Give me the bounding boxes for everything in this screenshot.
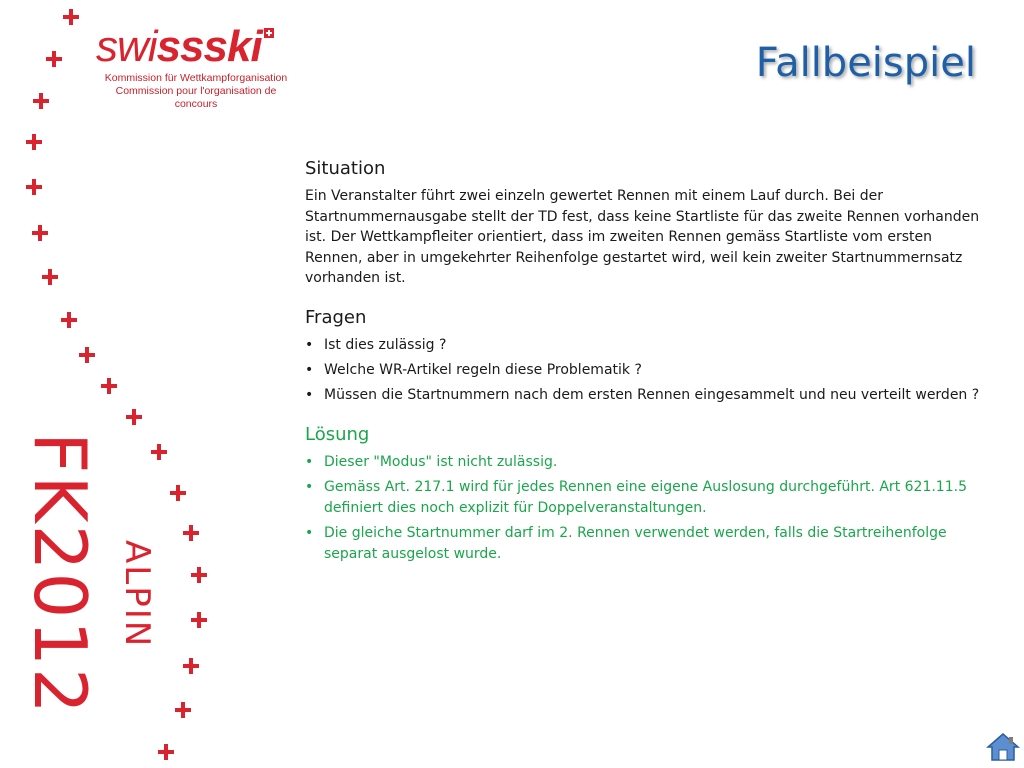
event-label: FK2012 xyxy=(18,432,102,716)
cross-icon xyxy=(191,567,207,583)
slide-content xyxy=(305,158,985,583)
questions-list xyxy=(305,335,985,406)
solution-list xyxy=(305,452,985,565)
situation-heading: Situation xyxy=(305,158,386,179)
list-item: • Gemäss Art. 217.1 wird für jedes Rennen eine eigene Auslosung durchgeführt. Art 621.11.5 definiert dies noch explizit für Doppelveranstaltungen. xyxy=(305,477,985,519)
list-item: • Müssen die Startnummern nach dem ersten Rennen eingesammelt und neu verteilt werden ? xyxy=(305,385,985,406)
cross-icon xyxy=(183,525,199,541)
cross-icon xyxy=(46,51,62,67)
logo-wordmark xyxy=(96,22,306,72)
cross-icon xyxy=(101,378,117,394)
cross-icon xyxy=(126,409,142,425)
situation-text: Ein Veranstalter führt zwei einzeln gewertet Rennen mit einem Lauf durch. Bei der Startnummernausgabe stellt der TD fest, dass keine Startliste für das zweite Rennen vorhanden ist. Der Wettkampfleiter orientiert, dass im zweiten Rennen gemäss Startliste vom ersten Rennen, aber in umgekehrter Reihenfolge gestartet wird, weil kein zweiter Startnummernsatz vorhanden ist. xyxy=(305,188,980,286)
cross-icon xyxy=(32,225,48,241)
cross-icon xyxy=(26,134,42,150)
cross-icon xyxy=(33,93,49,109)
cross-icon xyxy=(61,312,77,328)
list-item: • Dieser "Modus" ist nicht zulässig. xyxy=(305,452,985,473)
logo-word-thin: swi xyxy=(96,22,157,71)
cross-icon xyxy=(63,9,79,25)
logo-subtitle-fr: Commission pour l'organisation de concours xyxy=(115,85,277,110)
cross-icon xyxy=(158,744,174,760)
cross-icon xyxy=(42,269,58,285)
home-button[interactable] xyxy=(986,732,1020,762)
discipline-label: ALPIN xyxy=(117,540,157,649)
cross-icon xyxy=(79,347,95,363)
cross-icon xyxy=(26,179,42,195)
cross-icon xyxy=(183,658,199,674)
list-item: • Welche WR-Artikel regeln diese Problematik ? xyxy=(305,360,985,381)
cross-icon xyxy=(170,485,186,501)
list-item: • Ist dies zulässig ? xyxy=(305,335,985,356)
list-item: • Die gleiche Startnummer darf im 2. Rennen verwendet werden, falls die Startreihenfolge separat ausgelost wurde. xyxy=(305,523,985,565)
cross-icon xyxy=(175,702,191,718)
cross-icon xyxy=(191,612,207,628)
home-icon xyxy=(986,732,1020,762)
solution-heading: Lösung xyxy=(305,423,370,445)
page-title: Fallbeispiel xyxy=(755,40,976,86)
swissski-logo xyxy=(96,22,306,111)
logo-word-end: i xyxy=(250,22,262,71)
logo-word-bold: sssk xyxy=(156,22,251,71)
questions-heading: Fragen xyxy=(305,306,367,328)
swiss-flag-icon xyxy=(264,28,274,38)
cross-icon xyxy=(151,444,167,460)
logo-subtitle-de: Kommission für Wettkampforganisation xyxy=(104,72,288,84)
